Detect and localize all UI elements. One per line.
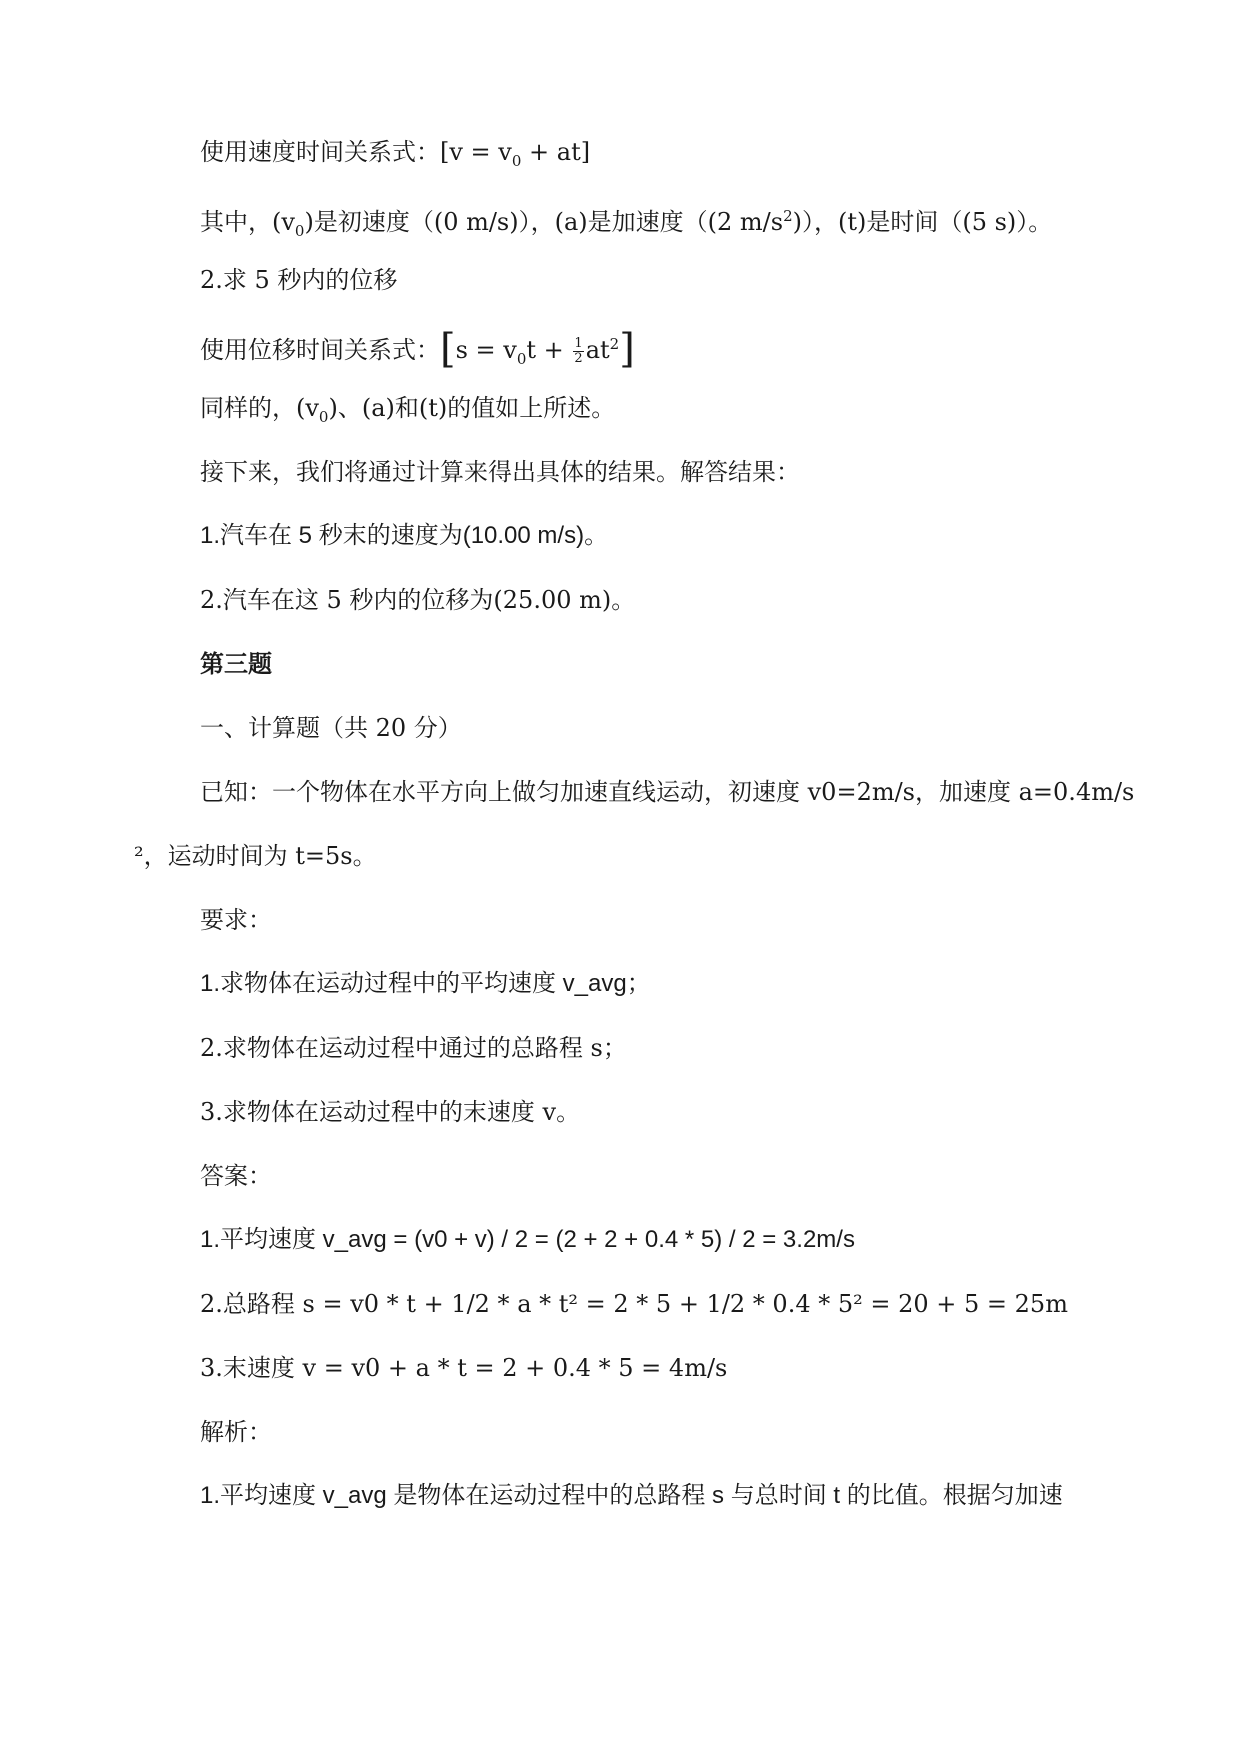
same-values-note: 同样的，$(v_0)$、(a)和(t)的值如上所述。: [200, 394, 616, 426]
calculation-section-title: 一、计算题（共 20 分）: [200, 714, 462, 742]
given-conditions-continued: ²，运动时间为 t=5s。: [134, 842, 377, 870]
requirement-1: 1.求物体在运动过程中的平均速度 v_avg；: [200, 970, 651, 997]
requirement-3: 3.求物体在运动过程中的末速度 v。: [200, 1098, 581, 1126]
requirement-2: 2.求物体在运动过程中通过的总路程 s；: [200, 1034, 627, 1062]
velocity-relation-label: 使用速度时间关系式：: [200, 138, 440, 166]
answer-1: 1.平均速度 v_avg = (v0 + v) / 2 = (2 + 2 + 0.4 * 5) / 2 = 3.2m/s: [200, 1226, 855, 1253]
given-conditions: 已知：一个物体在水平方向上做匀加速直线运动，初速度 v0=2m/s，加速度 a=0.4m/s: [200, 778, 1135, 806]
analysis-label: 解析：: [200, 1418, 272, 1446]
displacement-formula: $s = v_0t$ + $\frac{1}{2}$ $at^2$: [455, 335, 620, 368]
result-displacement: 2.汽车在这 5 秒内的位移为(25.00 m)。: [200, 586, 636, 614]
next-step-text: 接下来，我们将通过计算来得出具体的结果。解答结果：: [200, 458, 800, 486]
requirements-label: 要求：: [200, 906, 272, 934]
answer-2: 2.总路程 s = v0 * t + 1/2 * a * t² = 2 * 5 + 1/2 * 0.4 * 5² = 20 + 5 = 25m: [200, 1290, 1068, 1318]
answer-3: 3.末速度 v = v0 + a * t = 2 + 0.4 * 5 = 4m/s: [200, 1354, 728, 1382]
one-half-fraction: $\frac{1}{2}$: [574, 336, 583, 366]
result-velocity: 1.汽车在 5 秒末的速度为(10.00 m/s)。: [200, 522, 609, 549]
velocity-formula: $[v = v_0 + at]$: [440, 138, 591, 170]
variable-definitions: 其中，$(v_0)$是初速度（(0 m/s)），(a)是加速度（(2 $m/s^2$)），(t)是时间（(5 s)）。: [200, 207, 1053, 240]
displacement-relation-label: 使用位移时间关系式：: [200, 336, 440, 364]
analysis-1: 1.平均速度 v_avg 是物体在运动过程中的总路程 s 与总时间 t 的比值。根据匀加速: [200, 1482, 1063, 1509]
answer-label: 答案：: [200, 1162, 272, 1190]
step-2-heading: 2.求 5 秒内的位移: [200, 266, 398, 294]
velocity-time-relation: [200, 136, 590, 177]
question-3-heading: 第三题: [200, 649, 272, 678]
displacement-time-relation: 使用位移时间关系式：[$s = v_0t$ + $\frac{1}{2}$ $at^2$]: [200, 326, 635, 372]
